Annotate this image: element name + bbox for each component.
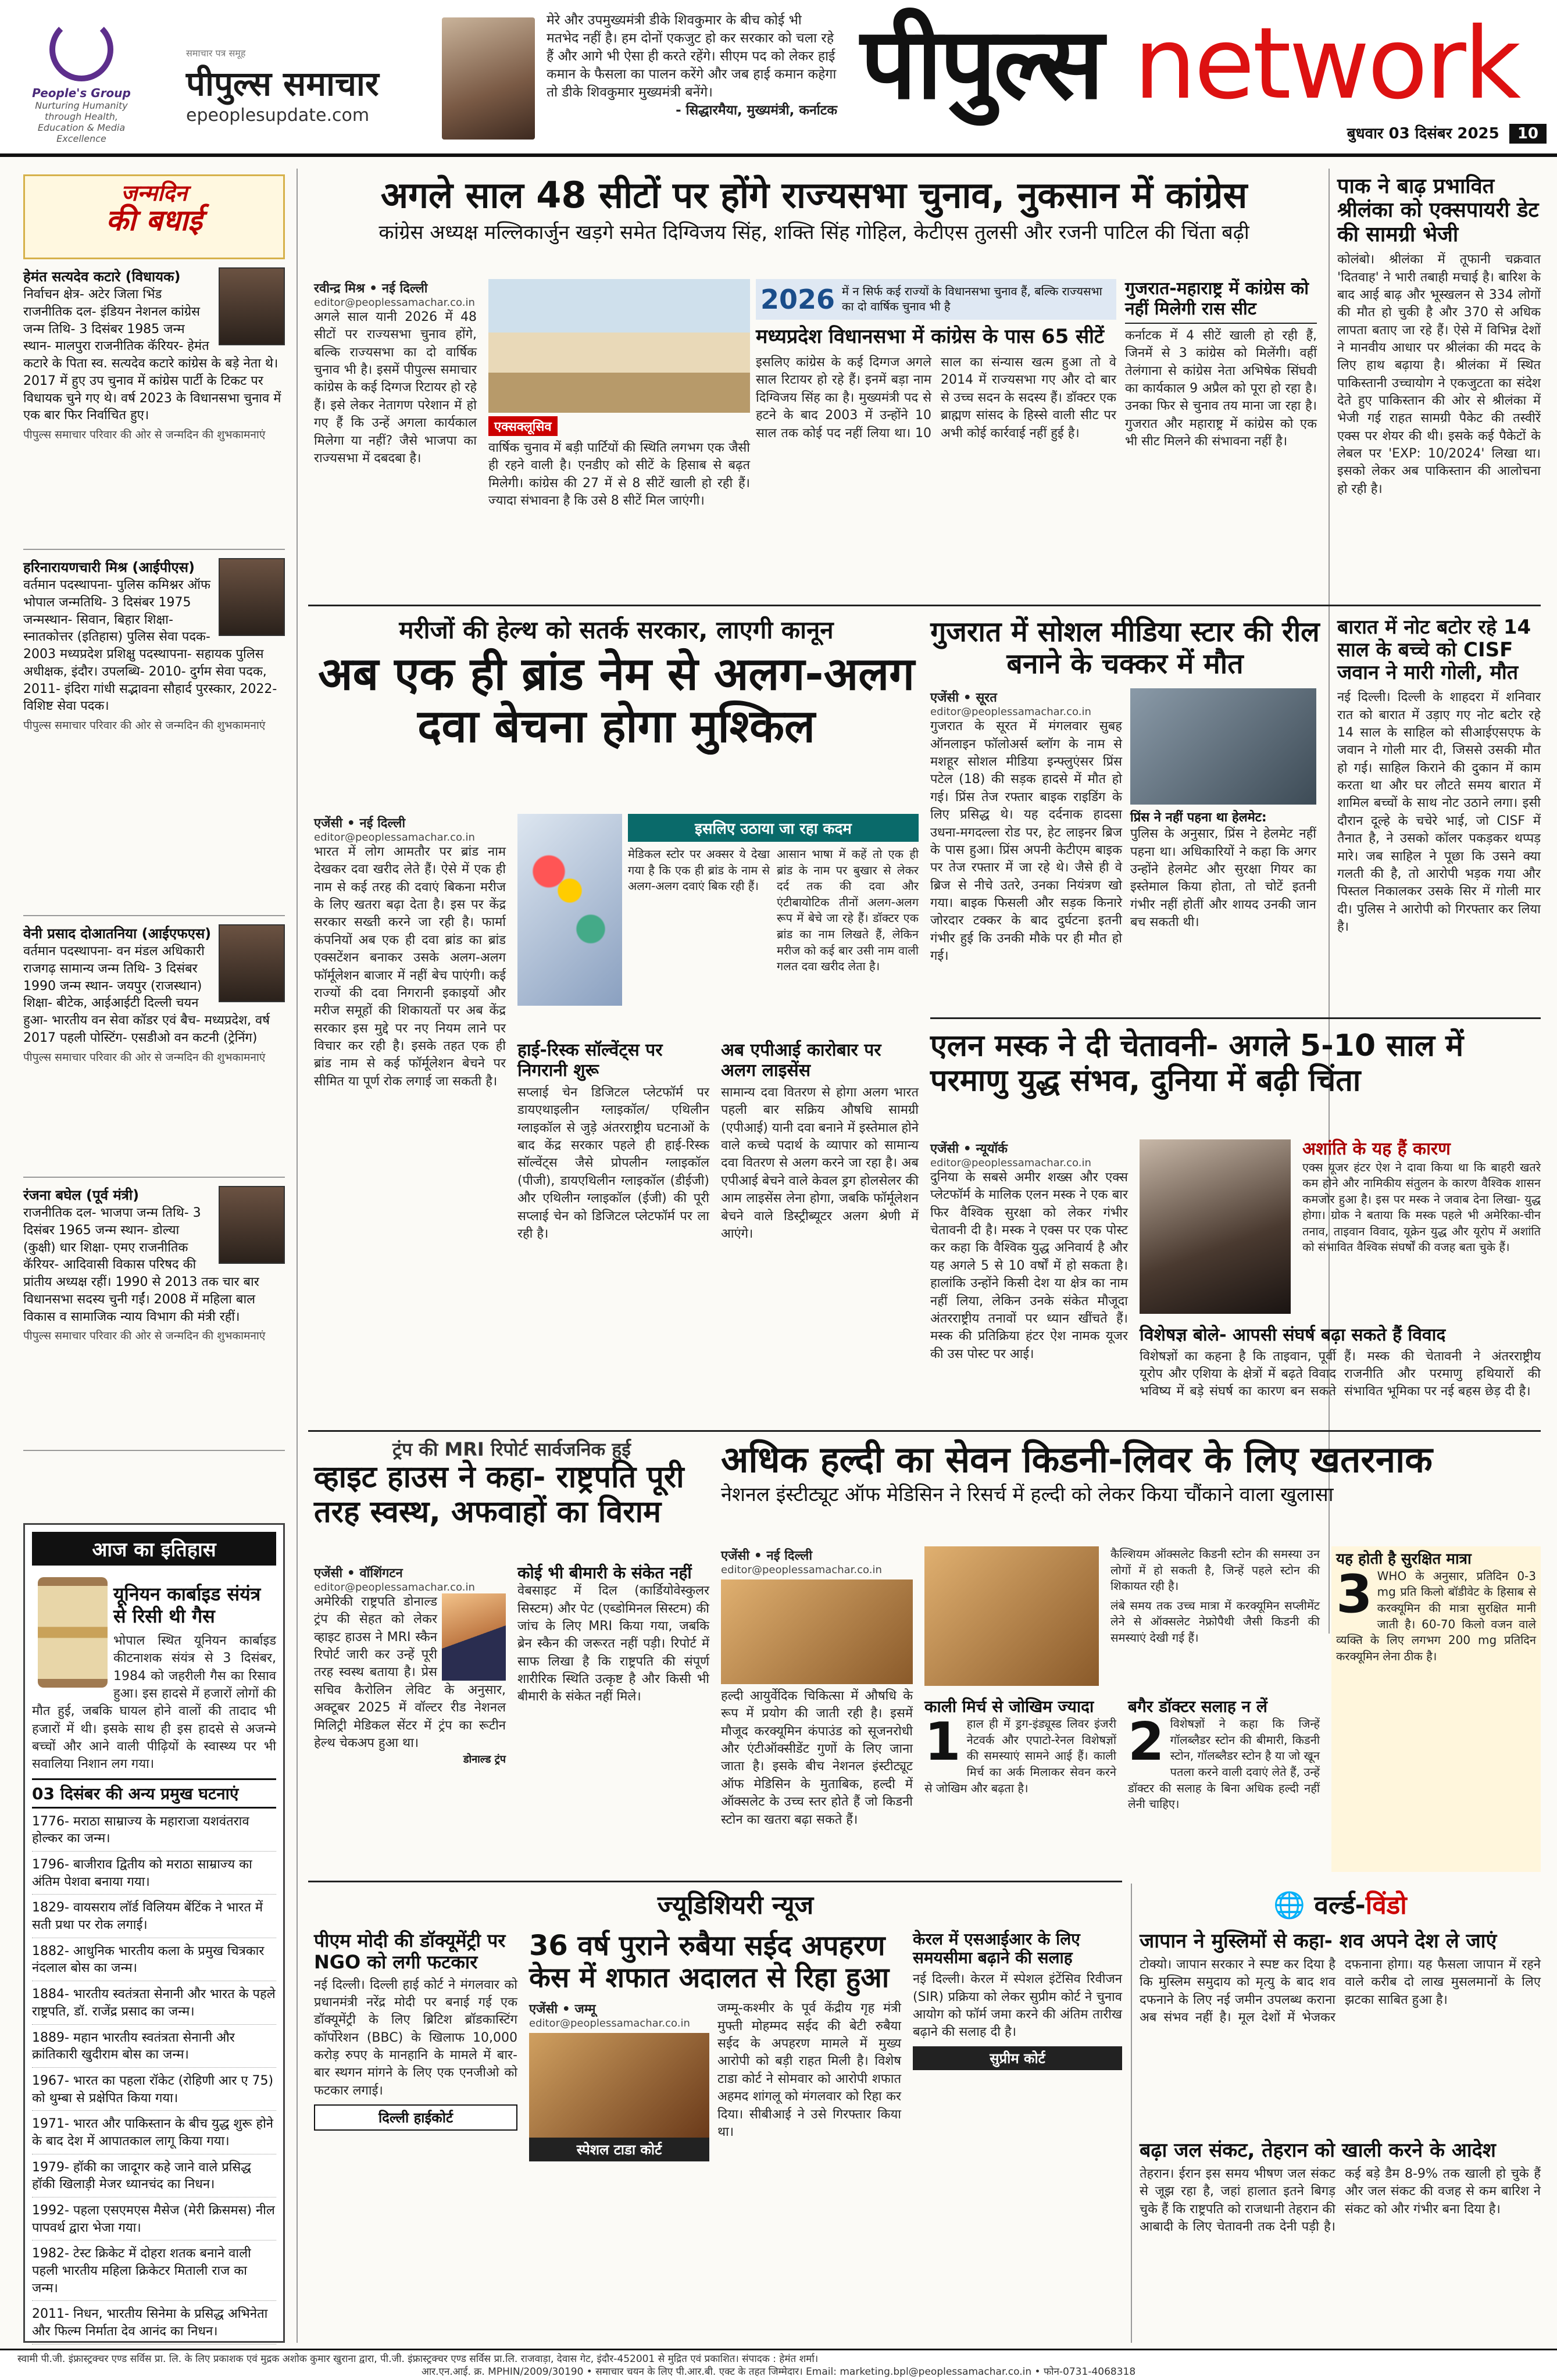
person-greeting: पीपुल्स समाचार परिवार की ओर से जन्मदिन की शुभकामनाएं xyxy=(23,428,266,441)
peoples-group-logo xyxy=(23,17,140,145)
gujarat-maharashtra-story xyxy=(1125,279,1317,593)
lead-subhead: कांग्रेस अध्यक्ष मल्लिकार्जुन खड़गे समेत दिग्विजय सिंह, शक्ति सिंह गोहिल, केटीएस तुलसी और रजनी पाटिल की चिंता बढ़ी xyxy=(378,221,1249,245)
gujarat-byline-text: एजेंसी • सूरत xyxy=(930,691,997,706)
judiciary-banner: ज्यूडिशियरी न्यूज xyxy=(657,1891,814,1920)
guj-text: कर्नाटक में 4 सीटें खाली हो रही हैं, जिनमें से 3 कांग्रेस को मिलेंगी। वहीं तेलंगाना से कांग्रेस नेता अभिषेक सिंघवी का कार्यकाल 9 अप्रैल को पूरा हो रहा है। उनका फिर से चुनाव तय माना जा रहा है। गुजरात और महाराष्ट्र में कांग्रेस को एक भी सीट मिलने की संभावना नहीं है। xyxy=(1125,328,1317,449)
medicine-headline: अब एक ही ब्रांड नेम से अलग-अलग दवा बेचना होगा मुश्किल xyxy=(317,648,915,753)
brand-title xyxy=(860,6,1519,121)
gujarat-email: editor@peoplessamachar.co.in xyxy=(930,706,1091,719)
lead-col-1 xyxy=(314,279,477,593)
medicine-box-title: इसलिए उठाया जा रहा कदम xyxy=(628,814,919,842)
medicine-col-1 xyxy=(314,814,506,1424)
lead-text-1: अगले साल यानी 2026 में 48 सीटों पर राज्यसभा चुनाव होंगे, बल्कि राज्यसभा का दो वार्षिक चुनाव भी है। इसमें पीपुल्स समाचार कांग्रेस के कई दिग्गज रिटायर हो रहे हैं। इसे लेकर नेतागण परेशान में हो गए हैं कि उन्हें अगला कार्यकाल मिलेगा या नहीं? जैसे भाजपा का राज्यसभा में दबदबा है। xyxy=(314,310,477,466)
turmeric-bullet-1: कैल्शियम ऑक्सलेट किडनी स्टोन की समस्या उन लोगों में हो सकती है, जिन्हें पहले स्टोन की शिकायत रही है। xyxy=(1110,1547,1320,1593)
medicine-box-1: मेडिकल स्टोर पर अक्सर ये देखा गया है कि एक ही ब्रांड के नाम से अलग-अलग दवाएं बिक रही हैं। xyxy=(628,847,770,894)
history-item: 1796- बाजीराव द्वितीय को मराठा साम्राज्य का अंतिम पेशवा बनाया गया। xyxy=(32,1856,276,1895)
chili-head: काली मिर्च से जोखिम ज्यादा xyxy=(924,1697,1094,1716)
world-banner xyxy=(1140,1886,1541,1921)
musk-headline: एलन मस्क ने दी चेतावनी- अगले 5-10 साल में परमाणु युद्ध संभव, दुनिया में बढ़ी चिंता xyxy=(930,1028,1464,1098)
kerala-story xyxy=(913,1930,1122,2343)
history-item: 1829- वायसराय लॉर्ड विलियम बेंटिंक ने भारत में सती प्रथा पर रोक लगाई। xyxy=(32,1899,276,1938)
person-photo xyxy=(219,558,285,636)
history-item: 1982- टेस्ट क्रिकेट में दोहरा शतक बनाने वाली पहली भारतीय महिला क्रिकेटर मिताली राज का जन्म। xyxy=(32,2245,276,2301)
person-details: निर्वाचन क्षेत्र- अटेर जिला भिंड राजनीतिक दल- इंडियन नेशनल कांग्रेस जन्म तिथि- 3 दिसंबर 1985 जन्म स्थान- मालपुरा राजनीतिक कॅरियर- हेमंत कटारे के पिता स्व. सत्यदेव कटारे कांग्रेस के बड़े नेता थे। 2017 में हुए उप चुनाव में कांग्रेस पार्टी के टिकट पर विधायक चुने गए थे। वर्ष 2023 के विधानसभा चुनाव में एक बार फिर निर्वाचित हुए। xyxy=(23,287,281,423)
musk-box-head: अशांति के यह हैं कारण xyxy=(1302,1139,1451,1159)
person-photo xyxy=(219,1186,285,1264)
cisf-text: नई दिल्ली। दिल्ली के शाहदरा में शनिवार रात को बारात में उड़ाए गए नोट बटोर रहे 14 साल के साहिल को सीआईएसएफ के जवान ने गोली मार दी, जिससे उसकी मौत हो गई। साहिल किराने की दुकान में काम करता था और घर लौटते समय बारात में शामिल बच्चों के साथ नोट उठाने लगा। इसी दौरान दूल्हे के चचेरे भाई, जो CISF में तैनात है, ने उसको कॉलर पकड़कर थप्पड़ मारे। जब साहिल ने पूछा कि उसने क्या गलती की है, तो आरोपी भड़क गया और पिस्तल निकालकर उसके सिर में गोली मार दी। पुलिस ने आरोपी को गिरफ्तार कर लिया है। xyxy=(1337,690,1541,934)
turmeric-col-1 xyxy=(721,1546,913,1872)
person-name: रंजना बघेल (पूर्व मंत्री) xyxy=(23,1187,140,1203)
lead-col-2 xyxy=(488,279,750,587)
rubaiya-headline: 36 वर्ष पुराने रुबैया सईद अपहरण केस में शफात अदालत से रिहा हुआ xyxy=(529,1929,890,1995)
api-text: सामान्य दवा वितरण से होगा अलग भारत पहली बार सक्रिय औषधि सामग्री (एपीआई) यानी दवा बनाने में इस्तेमाल होने वाले कच्चे पदार्थ के व्यापार को सामान्य दवा वितरण से अलग करने जा रहा है। अब एपीआई बेचने वाले केवल ड्रग होलसेलर की आम लाइसेंस लेना होगा, जबकि फॉर्मूलेशन बेचने वाले डिस्ट्रीब्यूटर अलग श्रेणी में आएंगे। xyxy=(721,1085,919,1241)
gavel-photo xyxy=(529,2033,709,2138)
gujarat-headline: गुजरात में सोशल मीडिया स्टार की रील बनाने के चक्कर में मौत xyxy=(930,616,1320,681)
history-lead-text: भोपाल स्थित यूनियन कार्बाइड कीटनाशक संयंत्र से 3 दिसंबर, 1984 को जहरीली गैस का रिसाव हुआ। इस हादसे में हजारों लोगों की मौत हुई, जबकि घायल होने वालों की तादाद भी हजारों में थी। इसके साथ ही इस हादसे से अजन्मे बच्चों और आने वाली पीढ़ियों के स्वास्थ्य पर भी सवालिया निशान लग गया। xyxy=(32,1633,276,1772)
musk-expert-head: विशेषज्ञ बोले- आपसी संघर्ष बढ़ा सकते हैं विवाद xyxy=(1140,1325,1446,1345)
turmeric-headline: अधिक हल्दी का सेवन किडनी-लिवर के लिए खतरनाक xyxy=(721,1438,1433,1481)
musk-text: दुनिया के सबसे अमीर शख्स और एक्स प्लेटफॉर्म के मालिक एलन मस्क ने एक बार फिर वैश्विक सुरक्षा को लेकर गंभीर चेतावनी दी है। मस्क ने एक्स पर एक पोस्ट कर कहा कि वैश्विक युद्ध अनिवार्य है और यह अगले 5 से 10 वर्षों में हो सकता है। हालांकि उन्होंने किसी देश या क्षेत्र का नाम नहीं लिया, लेकिन उनके संकेत मौजूदा अंतरराष्ट्रीय तनावों पर ध्यान खींचते हैं। मस्क की प्रतिक्रिया हंटर ऐश नामक यूजर की उस पोस्ट पर आई। xyxy=(930,1170,1128,1361)
liver-photo xyxy=(721,1579,913,1684)
page-number: 10 xyxy=(1509,124,1547,144)
pm-docu-text: नई दिल्ली। दिल्ली हाई कोर्ट ने मंगलवार को प्रधानमंत्री नरेंद्र मोदी पर बनाई गई एक डॉक्यूमेंट्री के लिए ब्रिटिश ब्रॉडकास्टिंग कॉर्पोरेशन (BBC) के खिलाफ 10,000 करोड़ रुपए के मानहानि के मामले में बार-बार स्थगन मांगने के लिए एक एनजीओ को फटकार लगाई। xyxy=(314,1977,517,2098)
tehran-headline: बढ़ा जल संकट, तेहरान को खाली करने के आदेश xyxy=(1140,2139,1496,2162)
quote-author-photo xyxy=(442,17,535,140)
quote xyxy=(547,12,837,120)
birthday-person xyxy=(23,259,285,550)
lead-year: 2026 xyxy=(760,284,835,315)
trump-email: editor@peoplessamachar.co.in xyxy=(314,1581,475,1593)
masthead xyxy=(0,0,1557,157)
turmeric-subhead: नेशनल इंस्टीट्यूट ऑफ मेडिसिन ने रिसर्च में हल्दी को लेकर किया चौंकाने वाला खुलासा xyxy=(721,1483,1334,1507)
pak-text: कोलंबो। श्रीलंका में तूफानी चक्रवात 'दितवाह' ने भारी तबाही मचाई है। बारिश के बाद आई बाढ़ और भूस्खलन से 334 लोगों की मौत हो चुकी है और 370 से अधिक लापता बताए जा रहे हैं। ऐसे में विभिन्न देशों ने मानवीय आधार पर श्रीलंका की मदद के लिए हाथ बढ़ाया है। श्रीलंका में स्थित पाकिस्तानी उच्चायोग ने एकजुटता का संदेश देते हुए पाकिस्तान की ओर से श्रीलंका में भेजी गई राहत सामग्री पैकेट की तस्वीरें एक्स पर शेयर की थी। इसके कई पैकेटों के लेबल पर 'EXP: 10/2024' लिखा था। इसको लेकर अब पाकिस्तान की आलोचना हो रही है। xyxy=(1337,252,1541,496)
world-globe-icon: 🌐 xyxy=(1273,1891,1306,1920)
medicine-byline-text: एजेंसी • नई दिल्ली xyxy=(314,816,406,831)
turmeric-text: हल्दी आयुर्वेदिक चिकित्सा में औषधि के रूप में प्रयोग की जाती रही है। इसमें मौजूद करक्यूमिन कंपाउंड को सूजनरोधी और एंटीऑक्सीडेंट गुणों के लिए जाना जाता है। इसके बीच नेशनल इंस्टीट्यूट ऑफ मेडिसिन के मुताबिक, हल्दी में ऑक्सलेट के उच्च स्तर होते हैं जो किडनी स्टोन का खतरा बढ़ा सकते हैं। xyxy=(721,1689,913,1827)
exclusive-tag: एक्सक्लूसिव xyxy=(488,416,558,436)
gujarat-caption-head: प्रिंस ने नहीं पहना था हेलमेट: xyxy=(1130,810,1267,826)
birthday-title xyxy=(23,174,285,259)
quote-text: मेरे और उपमुख्यमंत्री डीके शिवकुमार के बीच कोई भी मतभेद नहीं है। हम दोनों एकजुट हो कर सरकार को चला रहे हैं और आगे भी ऐसा ही करते रहेंगे। सीएम पद को लेकर हाई कमान के फैसला का पालन करेंगे और जब हाई कमान कहेगा तो डीके शिवकुमार मुख्यमंत्री बनेंगे। xyxy=(547,13,837,101)
gujarat-caption: पुलिस के अनुसार, प्रिंस ने हेलमेट नहीं पहना था। अधिकारियों ने कहा कि अगर उन्होंने हेलमेट और सुरक्षा गियर का इस्तेमाल किया होता, तो चोटें इतनी गंभीर नहीं होतीं और शायद उनकी जान बच सकती थी। xyxy=(1130,827,1316,930)
musk-byline-text: एजेंसी • न्यूयॉर्क xyxy=(930,1142,1008,1156)
trump-col-2 xyxy=(517,1564,709,1872)
history-item: 1967- भारत का पहला रॉकेट (रोहिणी आर ए 75) को थुम्बा से प्रक्षेपित किया गया। xyxy=(32,2072,276,2111)
history-title: आज का इतिहास xyxy=(32,1532,276,1566)
safe-dose-head: यह होती है सुरक्षित मात्रा xyxy=(1336,1550,1472,1568)
doctor-number: 2 xyxy=(1128,1711,1165,1773)
brand-hindi: पीपुल्स xyxy=(860,6,1102,121)
hourglass-icon xyxy=(38,1577,108,1688)
chili-box xyxy=(924,1698,1116,1872)
history-item: 1971- भारत और पाकिस्तान के बीच युद्ध शुरू होने के बाद देश में आपातकाल लागू किया गया। xyxy=(32,2115,276,2154)
lead-email: editor@peoplessamachar.co.in xyxy=(314,296,475,309)
history-lead-head: यूनियन कार्बाइड संयंत्र से रिसी थी गैस xyxy=(113,1583,261,1628)
medicine-story xyxy=(314,616,919,753)
medicine-kicker: मरीजों की हेल्थ को सतर्क सरकार, लाएगी कानून xyxy=(399,616,834,644)
person-name: हेमंत सत्यदेव कटारे (विधायक) xyxy=(23,269,181,285)
history-item: 1889- महान भारतीय स्वतंत्रता सेनानी और क्रांतिकारी खुदीराम बोस का जन्म। xyxy=(32,2029,276,2068)
group-tagline: Nurturing Humanity through Health, Education & Media Excellence xyxy=(35,100,128,144)
turmeric-bullets xyxy=(924,1546,1320,1692)
column-divider xyxy=(1131,1884,1132,2343)
medicine-box-2: आसान भाषा में कहें तो एक ही ब्रांड के नाम पर बुखार से लेकर दर्द तक की दवा और एंटीबायोटिक तीनों अलग-अलग रूप में बेचे जा रहे हैं। डॉक्टर एक ब्रांड का नाम लिखते हैं, लेकिन मरीज को कई बार उसी नाम वाली गलत दवा खरीद लेता है। xyxy=(777,847,919,974)
trump-col-1 xyxy=(314,1564,506,1872)
pak-story xyxy=(1337,174,1541,616)
chili-text: हाल ही में ड्रग-इंड्यूस्ड लिवर इंजरी नेटवर्क और एपाटो-रेनल विशेषज्ञों की समस्याएं सामने आई हैं। काली मिर्च का अर्क मिलाकर सेवन करने से जोखिम और बढ़ता है। xyxy=(924,1717,1116,1795)
musk-col-1 xyxy=(930,1139,1128,1418)
person-details: राजनीतिक दल- भाजपा जन्म तिथि- 3 दिसंबर 1965 जन्म स्थान- डोल्या (कुक्षी) धार शिक्षा- एमए राजनीतिक कॅरियर- आदिवासी विकास परिषद की प्रांतीय अध्यक्ष रहीं। 1990 से 2013 तक चार बार विधानसभा सदस्य चुनी गईं। 2008 में महिला बाल विकास व सामाजिक न्याय विभाग की मंत्री रहीं। xyxy=(23,1206,259,1324)
lead-byline-text: रवीन्द्र मिश्र • नई दिल्ली xyxy=(314,281,428,296)
medicine-byline xyxy=(314,814,506,844)
japan-story xyxy=(1140,1930,1541,2128)
japan-text: टोक्यो। जापान सरकार ने स्पष्ट कर दिया है कि मुस्लिम समुदाय को मृत्यु के बाद शव दफनाने के लिए नई जमीन उपलब्ध कराना अब संभव नहीं है। मूल देशों में भेजकर दफनाना होगा। यह फैसला जापान में रहने वाले करीब दो लाख मुसलमानों के लिए झटका साबित हुआ है। xyxy=(1140,1957,1541,2025)
parliament-photo xyxy=(488,279,750,413)
turmeric-story xyxy=(721,1439,1541,1506)
brand-network: network xyxy=(1133,6,1519,121)
trump-kicker: ट्रंप की MRI रिपोर्ट सार्वजनिक हुई xyxy=(392,1438,631,1460)
tehran-text: तेहरान। ईरान इस समय भीषण जल संकट से जूझ रहा है, जहां हालात इतने बिगड़ चुके हैं कि राष्ट्रपति को राजधानी तेहरान की आबादी के लिए चेतावनी तक देनी पड़ी है। कई बड़े डैम 8-9% तक खाली हो चुके हैं और जल संकट की वजह से कम बारिश ने संकट को और गंभीर बना दिया है। xyxy=(1140,2167,1541,2235)
section-rule xyxy=(308,605,1541,606)
rubaiya-court: स्पेशल टाडा कोर्ट xyxy=(529,2138,709,2161)
lead-text-2: वार्षिक चुनाव में बड़ी पार्टियों की स्थिति लगभग एक जैसी ही रहने वाली है। एनडीए को सीटें के हिसाब से बढ़त मिलेगी। कांग्रेस की 27 में से 8 सीटें खाली हो रही हैं। ज्यादा संभावना है कि उसे 8 सीटें मिल जाएंगी। xyxy=(488,441,750,509)
musk-box-text: एक्स यूजर हंटर ऐश ने दावा किया था कि बाहरी खतरे कम होने और नामिकीय संतुलन के कारण वैश्विक शासन कमजोर हुआ है। इस पर मस्क ने जवाब देना लिखा- युद्ध होगा। ग्रोक ने बताया कि मस्क पहले भी अमेरिका-चीन तनाव, ताइवान विवाद, यूक्रेन युद्ध और यूरोप में अशांति को संभावित वैश्विक संघर्षों की वजह बता चुके हैं। xyxy=(1302,1160,1541,1255)
kerala-court: सुप्रीम कोर्ट xyxy=(913,2046,1122,2070)
world-banner-1: वर्ल्ड- xyxy=(1314,1891,1366,1920)
trump-side-text: वेबसाइट में दिल (कार्डियोवेस्कुलर सिस्टम) और पेट (एब्डोमिनल सिस्टम) की जांच के लिए MRI किया गया, जबकि ब्रेन स्कैन की जरूरत नहीं पड़ी। रिपोर्ट में साफ लिखा है कि राष्ट्रपति की संपूर्ण शारीरिक स्थिति उत्कृष्ट है और किसी भी बीमारी के संकेत नहीं मिले। xyxy=(517,1584,709,1704)
turmeric-byline xyxy=(721,1546,913,1576)
kerala-headline: केरल में एसआईआर के लिए समयसीमा बढ़ाने की सलाह xyxy=(913,1929,1080,1968)
lead-headline: अगले साल 48 सीटों पर होंगे राज्यसभा चुनाव, नुकसान में कांग्रेस xyxy=(380,174,1248,216)
person-details: वर्तमान पदस्थापना- पुलिस कमिश्नर ऑफ भोपाल जन्मतिथि- 3 दिसंबर 1975 जन्मस्थान- सिवान, बिहार शिक्षा- स्नातकोत्तर (इतिहास) पुलिस सेवा पदक- 2003 मध्यप्रदेश प्रशिक्षु पदस्थापना- सहायक पुलिस अधीक्षक, इंदौर। उपलब्धि- 2010- दुर्गम सेवा पदक, 2011- इंदिरा गांधी सद्भावना सौहार्द पुरस्कार, 2022- विशिष्ट सेवा पदक। xyxy=(23,578,277,714)
trump-photo xyxy=(442,1593,506,1681)
musk-email: editor@peoplessamachar.co.in xyxy=(930,1157,1091,1169)
musk-box xyxy=(1140,1139,1541,1314)
kerala-text: नई दिल्ली। केरल में स्पेशल इंटेंसिव रिवीजन (SIR) प्रक्रिया को लेकर सुप्रीम कोर्ट ने चुनाव आयोग को फॉर्म जमा करने की अंतिम तारीख बढ़ाने की सलाह दी है। xyxy=(913,1972,1122,2040)
trump-byline xyxy=(314,1564,506,1593)
trump-headline: व्हाइट हाउस ने कहा- राष्ट्रपति पूरी तरह स्वस्थ, अफवाहों का विराम xyxy=(314,1459,684,1530)
person-details: वर्तमान पदस्थापना- वन मंडल अधिकारी राजगढ़ सामान्य जन्म तिथि- 3 दिसंबर 1990 जन्म स्थान- जयपुर (राजस्थान) शिक्षा- बीटेक, आईआईटी दिल्ली चयन हुआ- भारतीय वन सेवा कॉडर एवं बैच- मध्यप्रदेश, वर्ष 2017 पहली पोस्टिंग- एसडीओ वन कटनी (ट्रेनिंग) xyxy=(23,944,270,1045)
imprint-line-2: आर.एन.आई. क्र. MPHIN/2009/30190 • समाचार चयन के लिए पी.आर.बी. एक्ट के तहत जिम्मेदार। Email: marketing.bpl@peoplessamachar.co.in • फोन-0731-4068318 xyxy=(421,2366,1136,2378)
medicine-email: editor@peoplessamachar.co.in xyxy=(314,831,475,844)
gujarat-byline xyxy=(930,688,1122,718)
paper-url[interactable]: epeoplesupdate.com xyxy=(186,105,370,126)
imprint-footer xyxy=(0,2349,1557,2380)
turmeric-photo xyxy=(924,1546,1099,1686)
quote-box xyxy=(442,12,837,145)
lead-story xyxy=(308,174,1320,244)
trump-story xyxy=(314,1439,709,1530)
cisf-story xyxy=(1337,616,1541,1006)
quote-author: - सिद्धारमैया, मुख्यमंत्री, कर्नाटक xyxy=(676,103,837,119)
medicine-text: भारत में लोग आमतौर पर ब्रांड नाम देखकर दवा खरीद लेते हैं। ऐसे में एक ही नाम से कई तरह की दवाएं बिकना मरीज के लिए खतरा बढ़ा देता है। इस पर केंद्र सरकार सख्ती करने जा रही है। फार्मा कंपनियों अब एक ही दवा ब्रांड का ब्रांड एक्सटेंशन बनाकर उसके अलग-अलग फॉर्मूलेशन बाजार में नहीं बेच पाएंगी। कई राज्यों की दवा निगरानी इकाइयों और मरीज समूहों की शिकायतों पर अब केंद्र सरकार इस मुद्दे पर नए नियम लाने पर विचार कर रही है। इसके तहत एक ही ब्रांड नाम से कई फॉर्मूलेशन बेचने पर सीमित या पूर्ण रोक लगाई जा सकती है। xyxy=(314,845,506,1089)
birthday-column xyxy=(23,174,285,1451)
birthday-person xyxy=(23,916,285,1178)
doctor-box xyxy=(1128,1698,1320,1872)
section-rule xyxy=(308,1430,1541,1432)
lead-col-3 xyxy=(756,279,1116,593)
pak-headline: पाक ने बाढ़ प्रभावित श्रीलंका को एक्सपायरी डेट की सामग्री भेजी xyxy=(1337,174,1539,246)
musk-byline xyxy=(930,1139,1128,1169)
history-item: 1882- आधुनिक भारतीय कला के प्रमुख चित्रकार नंदलाल बोस का जन्म। xyxy=(32,1943,276,1981)
person-greeting: पीपुल्स समाचार परिवार की ओर से जन्मदिन की शुभकामनाएं xyxy=(23,719,266,732)
lead-year-box xyxy=(756,279,1116,320)
trump-side-head: कोई भी बीमारी के संकेत नहीं xyxy=(517,1563,692,1582)
pm-docu-story xyxy=(314,1930,517,2343)
pm-docu-court: दिल्ली हाईकोर्ट xyxy=(314,2104,517,2131)
history-item: 2011- निधन, भारतीय सिनेमा के प्रसिद्ध अभिनेता और फिल्म निर्माता देव आनंद का निधन। xyxy=(32,2306,276,2344)
history-item: 1776- मराठा साम्राज्य के महाराजा यशवंतराव होल्कर का जन्म। xyxy=(32,1813,276,1852)
history-item: 1992- पहला एसएमएस मैसेज (मेरी क्रिसमस) नील पापवर्थ द्वारा भेजा गया। xyxy=(32,2202,276,2240)
trump-photo-caption: डोनाल्ड ट्रंप xyxy=(463,1753,506,1766)
turmeric-byline-text: एजेंसी • नई दिल्ली xyxy=(721,1549,813,1563)
lead-byline xyxy=(314,279,477,309)
api-story xyxy=(721,1041,919,1418)
medicine-box xyxy=(517,814,919,1006)
api-headline: अब एपीआई कारोबार पर अलग लाइसेंस xyxy=(721,1040,881,1081)
solvent-headline: हाई-रिस्क सॉल्वेंट्स पर निगरानी शुरू xyxy=(517,1040,663,1081)
column-divider xyxy=(297,169,298,2343)
musk-expert xyxy=(1140,1325,1541,1424)
birthday-person xyxy=(23,550,285,916)
musk-story xyxy=(930,1029,1541,1099)
trump-text: अमेरिकी राष्ट्रपति डोनाल्ड ट्रंप की सेहत को लेकर व्हाइट हाउस ने MRI स्कैन रिपोर्ट जारी कर उन्हें पूरी तरह स्वस्थ बताया है। प्रेस सचिव कैरोलिन लेविट के अनुसार, अक्टूबर 2025 में वॉल्टर रीड नेशनल मिलिट्री मेडिकल सेंटर में ट्रंप का रूटीन हेल्थ चेकअप हुआ था। xyxy=(314,1595,506,1750)
history-box xyxy=(23,1523,285,2343)
section-rule xyxy=(930,1017,1541,1019)
guj-headline: गुजरात-महाराष्ट्र में कांग्रेस को नहीं मिलेगी रास सीट xyxy=(1125,279,1317,324)
pills-photo xyxy=(517,814,622,1006)
person-greeting: पीपुल्स समाचार परिवार की ओर से जन्मदिन की शुभकामनाएं xyxy=(23,1330,266,1343)
dateline xyxy=(1256,122,1547,143)
birthday-title-1: जन्मदिन xyxy=(120,180,188,206)
birthday-person xyxy=(23,1178,285,1451)
group-logo-icon xyxy=(49,17,113,81)
rubaiya-byline-text: एजेंसी • जम्मू xyxy=(529,2002,596,2017)
safe-dose-number: 3 xyxy=(1336,1563,1373,1625)
group-name: People's Group xyxy=(32,86,131,100)
musk-photo xyxy=(1140,1139,1291,1314)
birthday-title-2: की बधाई xyxy=(106,203,202,237)
paper-logo xyxy=(186,47,430,126)
person-name: वेनी प्रसाद दोआतनिया (आईएफएस) xyxy=(23,925,212,942)
doctor-text: विशेषज्ञों ने कहा कि जिन्हें गॉलब्लैडर स्टोन की बीमारी, किडनी स्टोन, गॉलब्लैडर स्टोन है या जो खून पतला करने वाली दवाएं लेते हैं, उन्हें डॉक्टर की सलाह के बिना अधिक हल्दी नहीं लेनी चाहिए। xyxy=(1128,1717,1320,1811)
mp-text: इसलिए कांग्रेस के कई दिग्गज अगले साल रिटायर हो रहे हैं। इनमें बड़ा नाम दिग्विजय सिंह का है। मुख्यमंत्री पद से हटने के बाद 2003 में उन्होंने 10 साल तक कोई पद नहीं लिया था। 10 साल का संन्यास खत्म हुआ तो वे 2014 में राज्यसभा गए और दो बार से उच्च सदन के सदस्य हैं। डॉक्टर एक ब्राह्मण सांसद के हिस्से वाली सीट पर अभी कोई कार्रवाई नहीं हुई है। xyxy=(756,355,1116,441)
lead-year-text: में न सिर्फ कई राज्यों के विधानसभा चुनाव हैं, बल्कि राज्यसभा का दो वार्षिक चुनाव भी है xyxy=(842,284,1102,313)
rubaiya-story xyxy=(529,1930,901,2343)
rubaiya-email: editor@peoplessamachar.co.in xyxy=(529,2017,690,2030)
history-item: 1979- हॉकी का जादूगर कहे जाने वाले प्रसिद्ध हॉकी खिलाड़ी मेजर ध्यानचंद का निधन। xyxy=(32,2159,276,2197)
solvent-text: सप्लाई चेन डिजिटल प्लेटफॉर्म पर डायएथाइलीन ग्लाइकॉल/ एथिलीन ग्लाइकॉल से जुड़े अंतरराष्ट्रीय घटनाओं के बाद केंद्र सरकार पहले ही हाई-रिस्क सॉल्वेंट्स जैसे प्रोपलीन ग्लाइकॉल (पीजी), डायएथिलीन ग्लाइकॉल (डीईजी) और एथिलीन ग्लाइकॉल (ईजी) की पूरी सप्लाई चेन को डिजिटल प्लेटफॉर्म पर ला रही है। xyxy=(517,1085,709,1241)
tehran-story xyxy=(1140,2139,1541,2343)
accident-photo xyxy=(1130,688,1316,805)
history-item: 1884- भारतीय स्वतंत्रता सेनानी और भारत के पहले राष्ट्रपति, डॉ. राजेंद्र प्रसाद का जन्म। xyxy=(32,1986,276,2024)
mp-headline: मध्यप्रदेश विधानसभा में कांग्रेस के पास 65 सीटें xyxy=(756,325,1105,348)
pm-docu-headline: पीएम मोदी की डॉक्यूमेंट्री पर NGO को लगी फटकार xyxy=(314,1929,506,1973)
imprint-line-1: स्वामी पी.जी. इंफ्रास्ट्रक्चर एण्ड सर्विस प्रा. लि. के लिए प्रकाशक एवं मुद्रक अशोक कुमार खुराना द्वारा, पी.जी. इंफ्रास्ट्रक्चर एण्ड सर्विस प्रा.लि. राजवाड़ा, देवास गेट, इंदौर-452001 से मुद्रित एवं प्रकाशित। संपादक : हेमंत शर्मा। xyxy=(17,2353,819,2365)
history-others-head: 03 दिसंबर की अन्य प्रमुख घटनाएं xyxy=(32,1778,276,1809)
cisf-headline: बारात में नोट बटोर रहे 14 साल के बच्चे को CISF जवान ने मारी गोली, मौत xyxy=(1337,616,1531,685)
trump-byline-text: एजेंसी • वॉशिंगटन xyxy=(314,1566,403,1581)
section-rule xyxy=(308,1881,1122,1882)
japan-headline: जापान ने मुस्लिमों से कहा- शव अपने देश ले जाएं xyxy=(1140,1929,1497,1953)
issue-date: बुधवार 03 दिसंबर 2025 xyxy=(1347,125,1499,142)
person-photo xyxy=(219,924,285,1002)
solvent-story xyxy=(517,1041,709,1418)
paper-name: पीपुल्स समाचार xyxy=(186,64,379,103)
person-name: हरिनारायणचारी मिश्र (आईपीएस) xyxy=(23,559,195,576)
gujarat-reel-story xyxy=(930,616,1320,1006)
chili-number: 1 xyxy=(924,1711,961,1773)
turmeric-bullet-2: लंबे समय तक उच्च मात्रा में करक्यूमिन सप्लीमेंट लेने से ऑक्सलेट नेफ्रोपैथी जैसी किडनी की समस्याएं देखी गई हैं। xyxy=(1110,1598,1320,1645)
person-photo xyxy=(219,267,285,345)
person-greeting: पीपुल्स समाचार परिवार की ओर से जन्मदिन की शुभकामनाएं xyxy=(23,1050,266,1064)
history-list xyxy=(32,1813,276,2339)
rubaiya-text: जम्मू-कश्मीर के पूर्व केंद्रीय गृह मंत्री मुफ्ती मोहम्मद सईद की बेटी रुबैया सईद के अपहरण मामले में मुख्य आरोपी को बड़ी राहत मिली है। विशेष टाडा कोर्ट ने सोमवार को आरोपी शफात अहमद शांगलू को मंगलवार को रिहा कर दिया। सीबीआई ने उसे गिरफ्तार किया था। xyxy=(717,2001,901,2139)
paper-tag: समाचार पत्र समूह xyxy=(186,48,246,59)
safe-dose-text: WHO के अनुसार, प्रतिदिन 0-3 mg प्रति किलो बॉडीवेट के हिसाब से करक्यूमिन की मात्रा सुरक्षित मानी जाती है। 60-70 किलो वजन वाले व्यक्ति के लिए लगभग 200 mg प्रतिदिन करक्यूमिन लेना ठीक है। xyxy=(1336,1568,1536,1663)
turmeric-email: editor@peoplessamachar.co.in xyxy=(721,1564,882,1576)
rubaiya-byline xyxy=(529,2000,709,2029)
musk-expert-text: विशेषज्ञों का कहना है कि ताइवान, पूर्वी यूरोप और एशिया के क्षेत्रों में बढ़ते विवाद भविष्य में बड़े संघर्ष का कारण बन सकते हैं। मस्क की चेतावनी ने अंतरराष्ट्रीय राजनीति और परमाणु हथियारों की संभावित भूमिका पर नई बहस छेड़ दी है। xyxy=(1140,1349,1541,1399)
gujarat-text: गुजरात के सूरत में मंगलवार सुबह ऑनलाइन फॉलोअर्स ब्लॉग के नाम से मशहूर सोशल मीडिया इन्फ्लुएंसर प्रिंस पटेल (18) की सड़क हादसे में मौत हो गई। प्रिंस तेज रफ्तार बाइक राइडिंग के लिए प्रसिद्ध थे। यह दर्दनाक हादसा उधना-मगदल्ला रोड पर, हेट लाइनर ब्रिज के पास हुआ। प्रिंस अपनी केटीएम बाइक पर तेज रफ्तार में जा रहे थे। जैसे ही वे ब्रिज से नीचे उतरे, उनका नियंत्रण खो गया। बाइक फिसली और सड़क किनारे जोरदार टक्कर के बाद दुर्घटना इतनी गंभीर हुई कि उनकी मौके पर ही मौत हो गई। xyxy=(930,719,1122,964)
safe-dose-box xyxy=(1331,1546,1541,1872)
doctor-head: बगैर डॉक्टर सलाह न लें xyxy=(1128,1697,1267,1716)
world-banner-2: विंडो xyxy=(1365,1891,1407,1920)
